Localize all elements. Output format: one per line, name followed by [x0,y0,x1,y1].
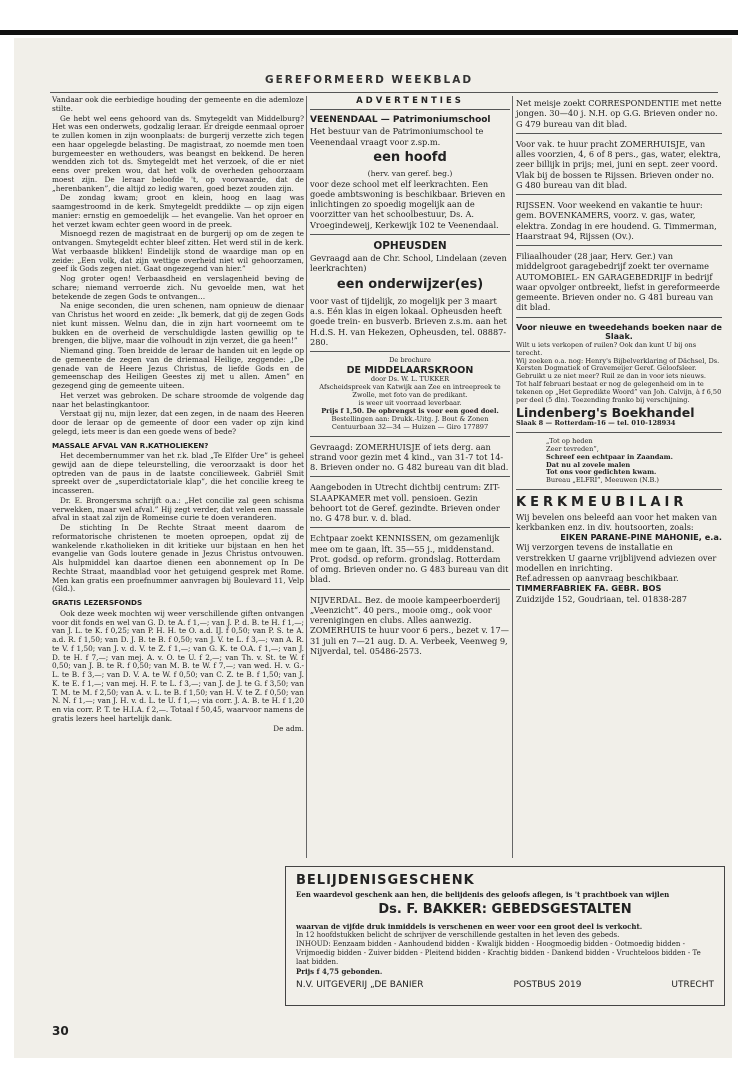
ad-text: In 12 hoofdstukken belicht de schrijver de verschillende gestalten in het leven des gebeds. [296,930,620,939]
paragraph: Vandaar ook die eerbiedige houding der gemeente en die ademloze stilte. [52,95,304,113]
ad-text: Ref.adressen op aanvraag beschikbaar. [516,573,679,584]
ad-footer [296,980,714,992]
ad-heading: OPHEUSDEN [373,239,447,252]
ad-headline: Lindenberg's Boekhandel [516,404,695,420]
ad-classified: RIJSSEN. Voor weekend en vakantie te huur: gem. BOVENKAMERS, voorz. v. gas, water, elektra. Zondag in ere houdend. G. Timmerman, Haarstraat 94, Rijssen (Ov.). [516,198,722,246]
ad-text: Schreef een echtpaar in Zaandam. [546,452,673,461]
ad-headline: een hoofd [373,149,447,165]
ad-kerkmeubilair [516,493,722,608]
column-divider [306,96,307,858]
paragraph: Ook deze week mochten wij weer verschillende giften ontvangen voor dit fonds en wel van G. D. te A. f 1,—; van J. P. d. B. te H. f 1,—; van J. L. te K. f 0,25; van P. H. H. te O. a.d. IJ. f 0,50; van P. S. te A. a.d. R. f 1,50; van D. J. B. te B. f 0,50; van J. V. te L. f 3,—; van A. R. te V. f 1,50; van J. v. d. V. te Z. f 1,—; van G. K. te O.A. f 1,—; van J. D. te H. f 7,—; van mej. A. v. O. te U. f 2,—; van Th. v. St. te W. f 0,50; van J. B. te R. f 0,50; van M. B. te W. f 7,—; van wed. H. v. G.-L. te B. f 3,—; van D. V. A. te W. f 0,50; van C. Z. te B. f 1,50; van J. K. te E. f 1,—; van mej. H. F. te L. f 3,—; van J. de J. te G. f 3,50; van T. M. te M. f 2,50; van A. v. L. te B. f 1,50; van H. V. te Z. f 0,50; van N. N. f 1,—; van J. H. v. d. L. te U. f 1,—; via corr. J. A. B. te H. f 1,20 en via corr. P. T. te H.I.A. f 2,—. Totaal f 50,45, waarvoor namens de gratis lezers heel hartelijk dank. [52,608,304,723]
ad-text: Zuidzijde 152, Goudriaan, tel. 01838-287 [516,593,687,604]
ad-headline: DE MIDDELAARSKROON [346,364,474,376]
postbus: POSTBUS 2019 [513,980,582,991]
publisher: N.V. UITGEVERIJ „DE BANIER [296,980,424,991]
top-edge [0,30,738,35]
ad-text: TIMMERFABRIEK FA. GEBR. BOS [516,583,662,594]
ad-heading: Voor nieuwe en tweedehands boeken naar de Slaak. [516,322,722,342]
ad-classified: Voor vak. te huur pracht ZOMERHUISJE, van alles voorzien, 4, 6 of 8 pers., gas, water, elektra, zeer billijk in prijs; mei, juni en sept. zeer voord. Vlak bij de bossen te Rijssen. Brieven onder no. G 480 bureau van dit blad. [516,137,722,195]
ad-text: voor vast of tijdelijk, zo mogelijk per 3 maart a.s. Eén klas in eigen lokaal. Opheusden heeft goede trein- en busverb. Brieven z.s.m. aan het H.d.S. H. van Hekezen, Opheusden, tel. 08887-280. [310,295,507,347]
paragraph: De zondag kwam; groot en klein, hoog en laag was saamgestroomd in de kerk. Smytegeldt preddikte — op zijn eigen manier: ernstig en gemoedelijk — het evangelie. Van het oproer en het verzet kwam echter geen woord in de preek. [52,193,304,229]
ad-text: Tot half februari bestaat er nog de gelegenheid om in te tekenen op „Het Gepredikte Woord” van Joh. Calvijn, à f 6,50 per deel (5 dln). Toezending franko bij verschijning. [516,380,722,405]
page-header: GEREFORMEERD WEEKBLAD [264,74,474,86]
ad-headline: KERKMEUBILAIR [516,495,688,511]
paragraph: Verstaat gij nu, mijn lezer, dat een zegen, in de naam des Heeren door de leraar op de gemeente of door een vader op zijn kind gelegd, iets meer is dan een goede wens of bede? [52,409,304,436]
ad-text: Bureau „ELFRI”, Meeuwen (N.B.) [546,476,659,485]
ad-text: Wij verzorgen tevens de installatie en verstrekken U gaarne vrijblijvend adviezen over modellen en inrichting. [516,542,717,573]
paragraph: Het verzet was gebroken. De schare stroomde de volgende dag naar het belastingkantoor. [52,390,304,409]
paragraph: Ge hebt wel eens gehoord van ds. Smytegeldt van Middelburg? Het was een onderwets, godzalig leraar. Er dreigde eenmaal oproer te zullen komen in zijn woonplaats: de burgerij verzette zich tegen een haar opgelegde belasting. De magistraat, zo noemde men toen burgemeester en wethouders, was beangst en bekkend. De heren wendden zich tot ds. Smytegeldt met het verzoek, of die er niet eens over preken wou, dat het volk de overheden gehoorzaam moest zijn. De leraar beloofde 't, op voorwaarde, dat de „herenbanken”, die altijd zo ledig waren, goed bezet zouden zijn. [52,113,304,193]
ad-text: Bestellingen aan: Drukk.-Uitg. J. Bout & Zonen Centuurbaan 32—34 — Huizen — Giro 177897 [331,414,489,431]
ad-text: voor deze school met elf leerkrachten. Een goede ambtswoning is beschikbaar. Brieven en inlichtingen zo spoedig mogelijk aan de voorzitter van het schoolbestuur, Ds. A. Vroegindeweij, Kerkewijk 102 te Veenendaal. [310,178,506,230]
paragraph: Niemand ging. Toen breidde de leraar de handen uit en legde op de gemeente de zegen van de driemaal Heilige, zeggende: „De genade van de Heere Jezus Christus, de liefde Gods en de gemeenschap des Heiligen Geestes zij met u allen. Amen” en gezegend ging de gemeente uiteen. [52,346,304,390]
ad-text: is weer uit voorraad leverbaar. [358,399,462,408]
ad-text: Een waardevol geschenk aan hen, die belijdenis des geloofs aflegen, is 't prachtboek van wijlen [296,889,670,899]
ad-text: Slaak 8 — Rotterdam-16 — tel. 010-128934 [516,418,676,427]
city: UTRECHT [671,980,714,991]
ad-text: Het bestuur van de Patrimoniumschool te Veenendaal vraagt voor z.sp.m. [310,126,484,147]
ad-classified: Echtpaar zoekt KENNISSEN, om gezamenlijk mee om te gaan, lft. 35—55 j., middenstand. Prot. godsd. op reform. grondslag. Rotterdam of omg. Brieven onder no. G 483 bureau van dit blad. [310,531,510,589]
ad-text: De brochure [389,356,431,365]
ad-text: Wij zoeken o.a. nog: Henry's Bijbelverklaring of Dächsel, Ds. Kersten Dogmatiek of Gravemeijer Geref. Geloofsleer. Gebruikt u ze niet meer? Ruil ze dan in voor iets nieuws. [516,356,720,381]
ad-text: Zeer tevreden”, [546,444,599,453]
ad-text: INHOUD: Eenzaam bidden - Aanhoudend bidden - Kwalijk bidden - Hoogmoedig bidden - Ootmoedig bidden - Vrijmoedig bidden - Zuiver bidden - Pleitend bidden - Krachtig bidden - Dankend bidden - Vruchteloos bidden - Te laat bidden. [296,940,701,967]
paragraph: Nog groter ogen! Verbaasdheid en verslagenheid beving de schare; niemand verroerde zich. Nu gevoelde men, wat het betekende de zegen Gods te ontvangen… [52,274,304,301]
ad-text: Gevraagd aan de Chr. School, Lindelaan (zeven leerkrachten) [310,253,507,274]
section-title: GRATIS LEZERSFONDS [52,598,143,608]
paragraph: Misnoegd rezen de magistraat en de burgerij op om de zegen te ontvangen. Smytegeldt echter bleef zitten. Het werd stil in de kerk. Wat verbaasde blikken! Eindelijk stond de waardige man op en zeide: „Een volk, dat zijn wettige overheid niet wil gehoorzamen, geef ik Gods zegen niet. Gaat ongezegend van hier.” [52,229,304,274]
ad-text: Tot ons voor gedichten kwam. [546,468,657,477]
paragraph: Het decembernummer van het r.k. blad „Te Elfder Ure” is geheel gewijd aan de diepe teleurstelling, die veroorzaakt is door het optreden van de paus in de laatste concilieweek. Gabriël Smit spreekt over de „superdictatoriale klap”, die het concilie kreeg te incasseren. [52,451,304,496]
ads-column [516,96,722,611]
ad-text: Prijs f 1,50. De opbrengst is voor een goed doel. [321,406,499,415]
ad-classified: Gevraagd: ZOMERHUISJE of iets derg. aan strand voor gezin met 4 kind., van 31-7 tot 14-8. Brieven onder no. G 482 bureau van dit blad. [310,440,510,478]
ad-text: (herv. van geref. beg.) [367,169,453,179]
ad-text: „Tot op heden [546,436,593,445]
ad-text: door Ds. W. L. TUKKER [370,375,450,384]
ad-text: Wij bevelen ons beleefd aan voor het maken van kerkbanken enz. in div. houtsoorten, zoals: [516,511,717,532]
ads-column [310,96,510,663]
page-number: 30 [52,1024,69,1038]
ad-opheusden [310,238,510,352]
ad-belijdenisgeschenk [285,866,725,1006]
ad-classified: Aangeboden in Utrecht dichtbij centrum: ZIT-SLAAPKAMER met voll. pensioen. Gezin behoort tot de Geref. gezindte. Brieven onder no. G 478 bur. v. d. blad. [310,480,510,528]
ad-bookshop [516,321,722,433]
ad-text: waarvan de vijfde druk inmiddels is verschenen en weer voor een groot deel is verkocht. [296,921,643,931]
ad-heading: BELIJDENISGESCHENK [296,873,475,888]
article-column [52,96,304,733]
ad-heading: VEENENDAAL — Patrimoniumschool [310,115,491,126]
ad-headline: een onderwijzer(es) [336,276,484,292]
ad-text: Wilt u iets verkopen of ruilen? Ook dan kunt U bij ons terecht. [516,340,697,357]
ad-text: Dat nu al zovele malen [546,460,631,469]
ad-text: Prijs f 4,75 gebonden. [296,967,383,977]
ad-brochure [310,355,510,437]
ad-classified: NIJVERDAL. Bez. de mooie kampeerboerderij „Veenzicht”. 40 pers., mooie omg., ook voor verenigingen en clubs. Alles aanwezig. ZOMERHUIS te huur voor 6 pers., bezet v. 17—31 juli en 7—21 aug. D. A. Verbeek, Veenweg 9, Nijverdal, tel. 05486-2573. [310,594,509,656]
column-divider [512,96,513,858]
ad-headline: Ds. F. BAKKER: GEBEDSGESTALTEN [378,901,632,917]
ad-text: EIKEN PARANE-PINE MAHONIE, e.a. [560,532,722,543]
ad-veenendaal [310,113,510,235]
section-title: MASSALE AFVAL VAN R.KATHOLIEKEN? [52,440,209,450]
ad-elfri [516,436,722,490]
section-label: ADVERTENTIES [310,96,510,110]
paragraph: Dr. E. Brongersma schrijft o.a.: „Het concilie zal geen schisma verwekken, maar wel afval.” Hij zegt verder, dat velen een massale afval in staat zal zijn de Romeinse curie te doen veranderen. [52,495,304,523]
ad-text: Afscheidspreek van Katwijk aan Zee en intreepreek te Zwolle, met foto van de predikant. [319,383,501,400]
ad-classified: Net meisje zoekt CORRESPONDENTIE met nette jongen. 30—40 j. N.H. op G.G. Brieven onder no. G 479 bureau van dit blad. [516,96,722,134]
signature: De adm. [273,723,304,733]
header-rule [50,92,718,93]
paragraph: De stichting In De Rechte Straat meent daarom de reformatorische christenen te moeten oproepen, opdat zij de wankelende r.katholieken in dit kritieke uur bijstaan en hen het evangelie van Gods loutere genade in Jezus Christus ontvouwen. Als hulpmiddel kan daartoe dienen een abonnement op In De Rechte Straat, maandblad voor het getuigend gesprek met Rome. Men kan gratis een proefnummer aanvragen bij Boulevard 11, Velp (Gld.). [52,523,304,594]
paragraph: Na enige seconden, die uren schenen, nam opnieuw de dienaar van Christus het woord en zeide: „Ik bemerk, dat gij de zegen Gods niet kunt missen. Welnu dan, die in zijn hart voorneemt om te bukken en de overheid de verschuldigde lasten gewillig op te brengen, die blijve, maar die volhoudt in zijn verzet, die ga heen!” [52,301,304,346]
ad-classified: Filiaalhouder (28 jaar, Herv. Ger.) van middelgroot garagebedrijf zoekt ter overname AUTOMOBIEL- EN GARAGEBEDRIJF in bedrijf waar opvolger ontbreekt, liefst in gereformeerde gemeente. Brieven onder no. G 481 bureau van dit blad. [516,249,722,318]
